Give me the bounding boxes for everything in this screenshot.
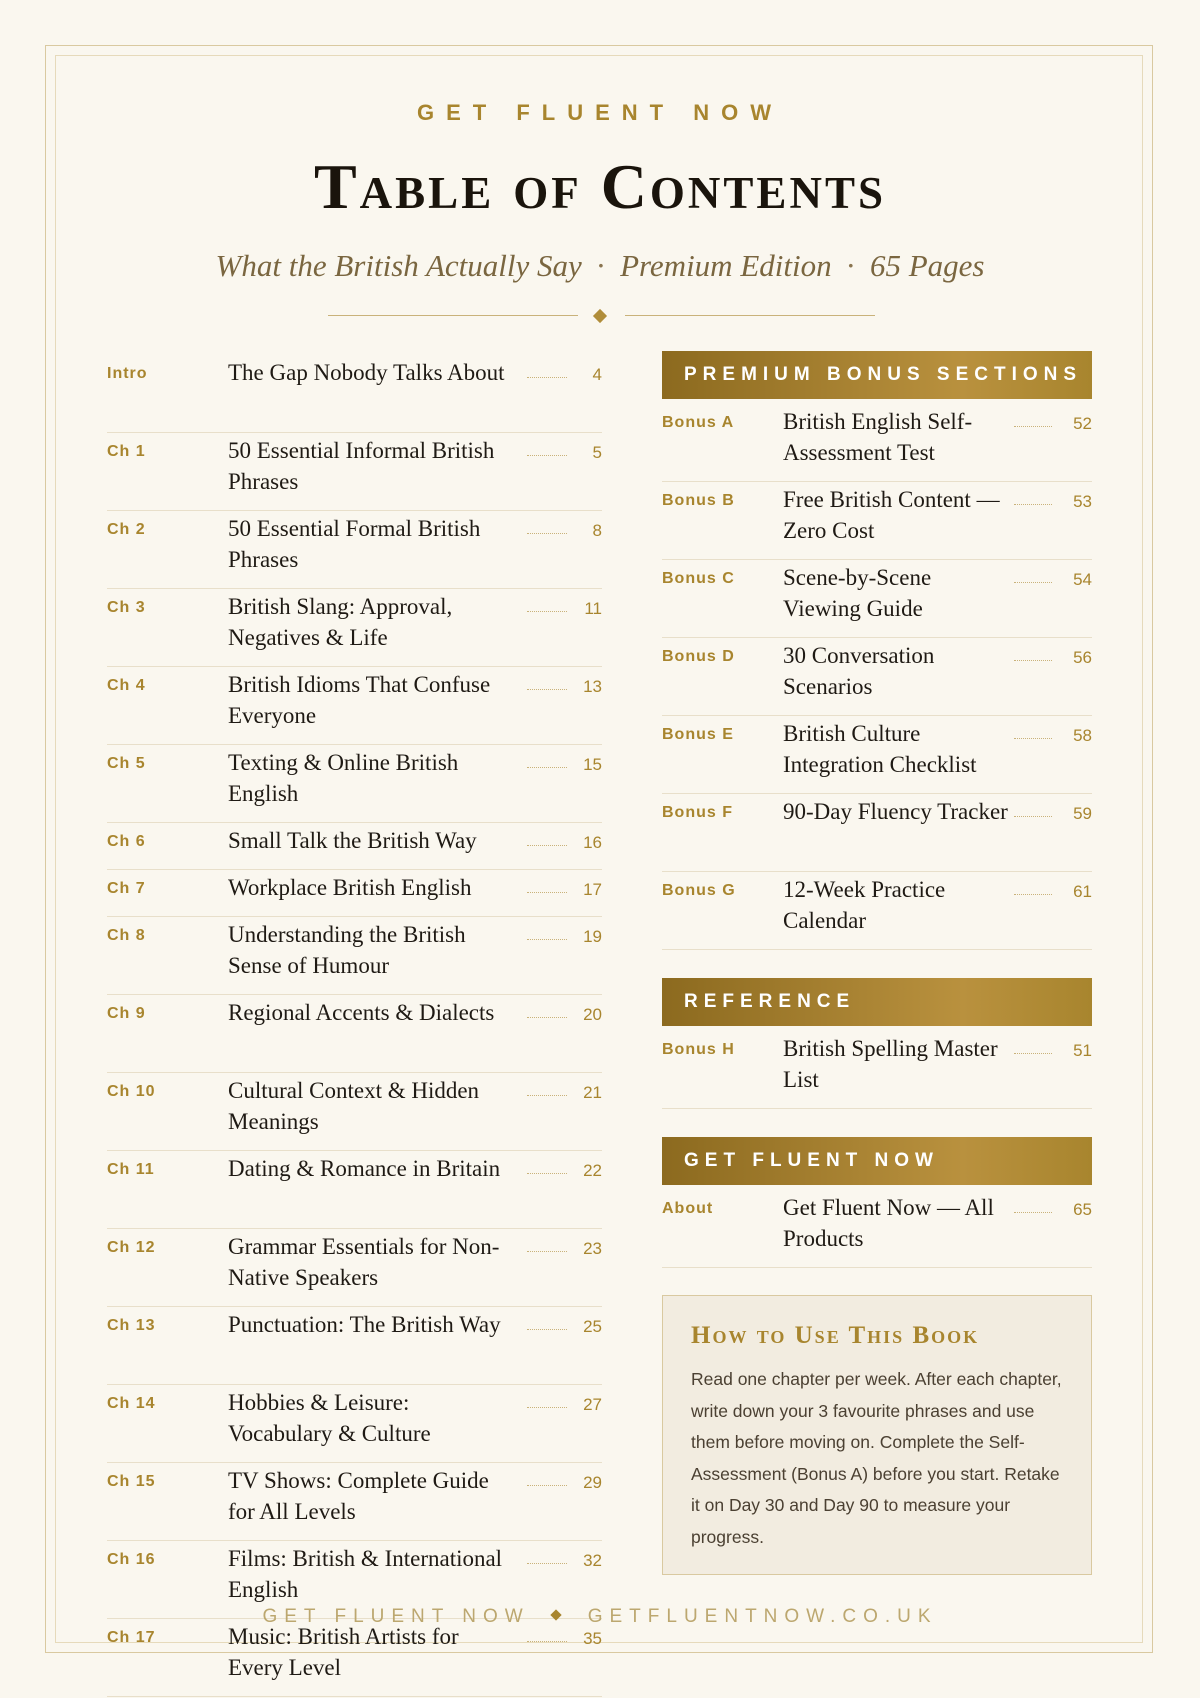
toc-entry[interactable] bbox=[107, 1073, 602, 1151]
leader-dots bbox=[527, 377, 567, 378]
toc-entry[interactable] bbox=[107, 667, 602, 745]
toc-entry[interactable] bbox=[107, 1151, 602, 1229]
page-title: Table of Contents bbox=[313, 151, 886, 222]
entry-label: Bonus F bbox=[662, 804, 733, 821]
leader-dots bbox=[1014, 504, 1052, 505]
subtitle-separator: · bbox=[845, 248, 856, 283]
how-to-use-box bbox=[662, 1295, 1092, 1575]
entry-label: Ch 3 bbox=[107, 599, 146, 616]
entry-title: 30 Conversation Scenarios bbox=[783, 643, 935, 699]
entry-label: Bonus A bbox=[662, 414, 735, 431]
entry-page-number: 29 bbox=[583, 1473, 602, 1492]
entry-title: Grammar Essentials for Non-Native Speakers bbox=[228, 1234, 500, 1290]
how-to-use-title: How to Use This Book bbox=[691, 1322, 980, 1349]
leader-dots bbox=[527, 455, 567, 456]
footer-website: GETFLUENTNOW.CO.UK bbox=[587, 1606, 938, 1627]
entry-page-number: 61 bbox=[1073, 882, 1092, 901]
entry-label: Ch 8 bbox=[107, 927, 146, 944]
leader-dots bbox=[527, 1485, 567, 1486]
entry-page-number: 51 bbox=[1073, 1041, 1092, 1060]
toc-entry[interactable] bbox=[107, 355, 602, 433]
entry-label: Bonus H bbox=[662, 1041, 735, 1058]
entry-page-number: 35 bbox=[583, 1629, 602, 1648]
get-fluent-now-list bbox=[662, 1190, 1092, 1268]
entry-title: The Gap Nobody Talks About bbox=[228, 360, 505, 385]
entry-page-number: 4 bbox=[592, 365, 602, 384]
entry-title: British Culture Integration Checklist bbox=[783, 721, 977, 777]
entry-page-number: 32 bbox=[583, 1551, 602, 1570]
leader-dots bbox=[1014, 738, 1052, 739]
leader-dots bbox=[527, 1095, 567, 1096]
toc-entry[interactable] bbox=[107, 823, 602, 870]
entry-page-number: 19 bbox=[583, 927, 602, 946]
leader-dots bbox=[1014, 426, 1052, 427]
toc-entry[interactable] bbox=[107, 1229, 602, 1307]
entry-title: 90-Day Fluency Tracker bbox=[783, 799, 1008, 824]
entry-page-number: 11 bbox=[584, 599, 602, 618]
entry-label: Ch 16 bbox=[107, 1551, 156, 1568]
entry-label: Bonus G bbox=[662, 882, 736, 899]
entry-label: Ch 14 bbox=[107, 1395, 156, 1412]
toc-entry[interactable] bbox=[662, 1031, 1092, 1109]
entry-label: Bonus E bbox=[662, 726, 734, 743]
diamond-icon bbox=[550, 1609, 561, 1620]
toc-entry[interactable] bbox=[662, 716, 1092, 794]
toc-entry[interactable] bbox=[107, 1385, 602, 1463]
leader-dots bbox=[527, 1641, 567, 1642]
entry-page-number: 16 bbox=[583, 833, 602, 852]
divider-line-left bbox=[328, 315, 578, 316]
title-divider bbox=[0, 310, 1200, 322]
entry-title: 12-Week Practice Calendar bbox=[783, 877, 946, 933]
entry-title: British Slang: Approval, Negatives & Life bbox=[228, 594, 453, 650]
subtitle bbox=[0, 248, 1200, 284]
entry-label: Ch 13 bbox=[107, 1317, 156, 1334]
leader-dots bbox=[527, 1017, 567, 1018]
leader-dots bbox=[527, 1251, 567, 1252]
entry-title: Regional Accents & Dialects bbox=[228, 1000, 495, 1025]
entry-title: British Spelling Master List bbox=[783, 1036, 998, 1092]
entry-page-number: 17 bbox=[583, 880, 602, 899]
subtitle-separator: · bbox=[595, 248, 607, 283]
entry-page-number: 15 bbox=[583, 755, 602, 774]
entry-label: Ch 15 bbox=[107, 1473, 156, 1490]
entry-title: Texting & Online British English bbox=[228, 750, 459, 806]
premium-bonus-list bbox=[662, 404, 1092, 950]
entry-label: Ch 6 bbox=[107, 833, 146, 850]
entry-title: Workplace British English bbox=[228, 875, 472, 900]
leader-dots bbox=[527, 533, 567, 534]
toc-entry[interactable] bbox=[107, 745, 602, 823]
entry-page-number: 65 bbox=[1073, 1200, 1092, 1219]
diamond-icon bbox=[593, 309, 607, 323]
entry-page-number: 5 bbox=[592, 443, 602, 462]
entry-page-number: 53 bbox=[1073, 492, 1092, 511]
leader-dots bbox=[1014, 1212, 1052, 1213]
entry-label: Ch 12 bbox=[107, 1239, 156, 1256]
toc-entry[interactable] bbox=[107, 433, 602, 511]
leader-dots bbox=[527, 767, 567, 768]
entry-label: Bonus C bbox=[662, 570, 735, 587]
entry-page-number: 23 bbox=[583, 1239, 602, 1258]
entry-page-number: 56 bbox=[1073, 648, 1092, 667]
entry-label: Ch 11 bbox=[107, 1161, 155, 1178]
leader-dots bbox=[527, 1329, 567, 1330]
toc-entry[interactable] bbox=[107, 511, 602, 589]
how-to-use-body: Read one chapter per week. After each chapter, write down your 3 favourite phrases and use them before moving on. Complete the Self-Assessment (Bonus A) before you start. Retake it on Day 30 and Day 90 to measure your progress. bbox=[691, 1369, 1062, 1547]
subtitle-edition: Premium Edition bbox=[620, 248, 832, 283]
toc-entry[interactable] bbox=[662, 482, 1092, 560]
entry-title: Scene-by-Scene Viewing Guide bbox=[783, 565, 932, 621]
leader-dots bbox=[1014, 1053, 1052, 1054]
toc-entry[interactable] bbox=[107, 1307, 602, 1385]
toc-entry[interactable] bbox=[662, 638, 1092, 716]
toc-entry[interactable] bbox=[662, 404, 1092, 482]
leader-dots bbox=[527, 1407, 567, 1408]
entry-label: Ch 4 bbox=[107, 677, 146, 694]
entry-title: Music: British Artists for Every Level bbox=[228, 1624, 459, 1680]
toc-entry[interactable] bbox=[662, 1190, 1092, 1268]
entry-title: TV Shows: Complete Guide for All Levels bbox=[228, 1468, 489, 1524]
toc-entry[interactable] bbox=[662, 794, 1092, 872]
entry-title: Understanding the British Sense of Humour bbox=[228, 922, 466, 978]
entry-title: Punctuation: The British Way bbox=[228, 1312, 501, 1337]
entry-label: Ch 17 bbox=[107, 1629, 156, 1646]
entry-label: Ch 10 bbox=[107, 1083, 156, 1100]
entry-title: Cultural Context & Hidden Meanings bbox=[228, 1078, 480, 1134]
subtitle-book-name: What the British Actually Say bbox=[215, 248, 582, 283]
entry-page-number: 13 bbox=[583, 677, 602, 696]
entry-page-number: 21 bbox=[583, 1083, 602, 1102]
divider-line-right bbox=[625, 315, 875, 316]
entry-title: Films: British & International English bbox=[228, 1546, 503, 1602]
entry-title: British English Self-Assessment Test bbox=[783, 409, 973, 465]
premium-bonus-header: PREMIUM BONUS SECTIONS bbox=[662, 351, 1092, 399]
leader-dots bbox=[527, 939, 567, 940]
toc-entry[interactable] bbox=[107, 1619, 602, 1697]
entry-title: Hobbies & Leisure: Vocabulary & Culture bbox=[228, 1390, 431, 1446]
entry-title: British Idioms That Confuse Everyone bbox=[228, 672, 491, 728]
entry-page-number: 59 bbox=[1073, 804, 1092, 823]
toc-entry[interactable] bbox=[107, 1463, 602, 1541]
entry-label: Intro bbox=[107, 365, 148, 382]
toc-entry[interactable] bbox=[107, 995, 602, 1073]
leader-dots bbox=[527, 689, 567, 690]
reference-header: REFERENCE bbox=[662, 978, 1092, 1026]
leader-dots bbox=[527, 611, 567, 612]
toc-entry[interactable] bbox=[107, 917, 602, 995]
entry-page-number: 27 bbox=[583, 1395, 602, 1414]
reference-list bbox=[662, 1031, 1092, 1109]
leader-dots bbox=[527, 845, 567, 846]
entry-page-number: 25 bbox=[583, 1317, 602, 1336]
entry-page-number: 20 bbox=[583, 1005, 602, 1024]
toc-entry[interactable] bbox=[107, 870, 602, 917]
entry-page-number: 8 bbox=[592, 521, 602, 540]
entry-label: Ch 2 bbox=[107, 521, 146, 538]
entry-title: Free British Content — Zero Cost bbox=[783, 487, 1000, 543]
chapters-list bbox=[107, 355, 602, 1697]
entry-label: Bonus D bbox=[662, 648, 735, 665]
leader-dots bbox=[527, 892, 567, 893]
entry-title: Get Fluent Now — All Products bbox=[783, 1195, 994, 1251]
entry-label: Ch 1 bbox=[107, 443, 146, 460]
bonus-column bbox=[662, 351, 1092, 1268]
leader-dots bbox=[1014, 660, 1052, 661]
entry-label: Ch 9 bbox=[107, 1005, 146, 1022]
entry-label: About bbox=[662, 1200, 714, 1217]
subtitle-page-count: 65 Pages bbox=[869, 248, 985, 283]
brand-label: GET FLUENT NOW bbox=[417, 100, 783, 125]
toc-entry[interactable] bbox=[662, 872, 1092, 950]
entry-page-number: 22 bbox=[583, 1161, 602, 1180]
leader-dots bbox=[527, 1563, 567, 1564]
entry-label: Ch 5 bbox=[107, 755, 146, 772]
footer bbox=[0, 1606, 1200, 1628]
entry-title: Small Talk the British Way bbox=[228, 828, 477, 853]
entry-title: Dating & Romance in Britain bbox=[228, 1156, 501, 1181]
entry-title: 50 Essential Informal British Phrases bbox=[228, 438, 495, 494]
leader-dots bbox=[1014, 894, 1052, 895]
entry-page-number: 58 bbox=[1073, 726, 1092, 745]
leader-dots bbox=[1014, 816, 1052, 817]
toc-entry[interactable] bbox=[662, 560, 1092, 638]
footer-brand: GET FLUENT NOW bbox=[262, 1606, 530, 1627]
entry-title: 50 Essential Formal British Phrases bbox=[228, 516, 481, 572]
entry-label: Ch 7 bbox=[107, 880, 146, 897]
entry-label: Bonus B bbox=[662, 492, 735, 509]
entry-page-number: 52 bbox=[1073, 414, 1092, 433]
toc-entry[interactable] bbox=[107, 589, 602, 667]
leader-dots bbox=[527, 1173, 567, 1174]
get-fluent-now-header: GET FLUENT NOW bbox=[662, 1137, 1092, 1185]
leader-dots bbox=[1014, 582, 1052, 583]
entry-page-number: 54 bbox=[1073, 570, 1092, 589]
